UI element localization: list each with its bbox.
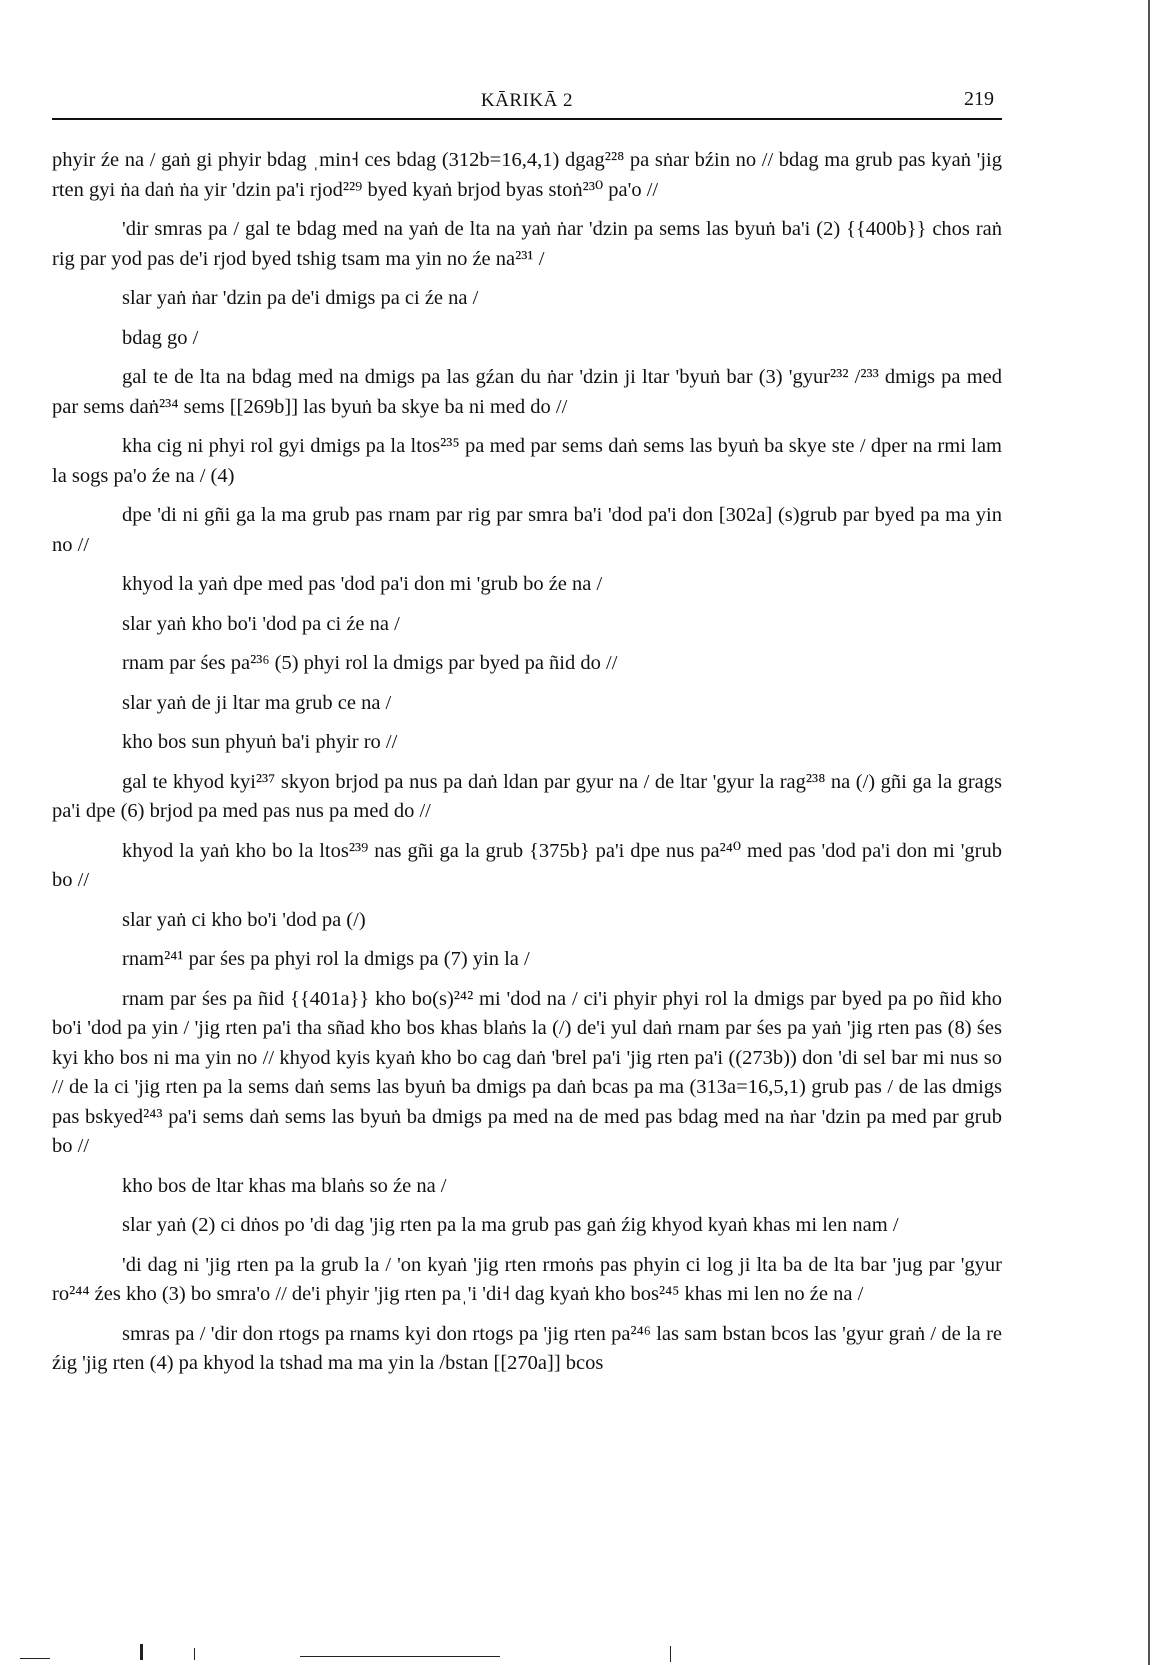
body-text — [52, 146, 1002, 1379]
scan-mark — [20, 1658, 50, 1659]
paragraph: khyod la yaṅ kho bo la ltos²³⁹ nas gñi ga la grub {375b} pa'i dpe nus pa²⁴⁰ med pas 'dod pa'i don mi 'grub bo // — [52, 839, 1002, 891]
paragraph: rnam²⁴¹ par śes pa phyi rol la dmigs pa (7) yin la / — [122, 948, 530, 970]
paragraph: dpe 'di ni gñi ga la ma grub pas rnam par rig par smra ba'i 'dod pa'i don [302a] (s)grub par byed pa ma yin no // — [52, 504, 1002, 556]
scan-mark — [194, 1648, 195, 1660]
paragraph: slar yaṅ ci kho bo'i 'dod pa (/) — [122, 908, 366, 931]
paragraph: smras pa / 'dir don rtogs pa rnams kyi don rtogs pa 'jig rten pa²⁴⁶ las sam bstan bcos las 'gyur graṅ / de la re źig 'jig rten (4) pa khyod la tshad ma ma yin la /bstan [[270a]] bcos — [52, 1322, 1002, 1374]
scan-page-edge — [1148, 0, 1150, 1665]
paragraph: slar yaṅ (2) ci dṅos po 'di dag 'jig rten pa la ma grub pas gaṅ źig khyod kyaṅ khas mi len nam / — [122, 1214, 899, 1236]
paragraph: bdag go / — [122, 326, 199, 349]
scan-mark — [670, 1646, 671, 1662]
paragraph: kha cig ni phyi rol gyi dmigs pa la ltos²³⁵ pa med par sems daṅ sems las byuṅ ba skye ste / dper na rmi lam la sogs pa'o źe na / (4) — [52, 435, 1002, 487]
paragraph: rnam par śes pa²³⁶ (5) phyi rol la dmigs par byed pa ñid do // — [122, 652, 618, 674]
document-page — [52, 82, 1002, 1389]
scan-mark — [140, 1644, 143, 1660]
paragraph: kho bos de ltar khas ma blaṅs so źe na / — [122, 1174, 447, 1197]
paragraph: 'dir smras pa / gal te bdag med na yaṅ de lta na yaṅ ṅar 'dzin pa sems las byuṅ ba'i (2) {{400b}} chos raṅ rig par yod pas de'i rjod byed tshig tsam ma yin no źe na²³¹ / — [52, 218, 1002, 270]
paragraph: rnam par śes pa ñid {{401a}} kho bo(s)²⁴² mi 'dod na / ci'i phyir phyi rol la dmigs par byed pa po ñid kho bo'i 'dod pa yin / 'jig rten pa'i tha sñad kho bos khas blaṅs la (/) de'i yul daṅ rnam par śes pa yaṅ 'jig rten pas (8) śes kyi kho bos ni ma yin no // khyod kyis kyaṅ kho bo cag daṅ 'brel pa'i 'jig rten pa'i ((273b)) don 'di sel bar mi nus so // de la ci 'jig rten pa la sems daṅ sems las byuṅ ba dmigs pa daṅ bcas pa ma (313a=16,5,1) grub pas / de las dmigs pas bskyed²⁴³ pa'i sems daṅ sems las byuṅ ba dmigs pa med na de med pas bdag med na ṅar 'dzin pa med par grub bo // — [52, 987, 1002, 1157]
paragraph: gal te de lta na bdag med na dmigs pa las gźan du ṅar 'dzin ji ltar 'byuṅ bar (3) 'gyur²³² /²³³ dmigs pa med par sems daṅ²³⁴ sems [[269b]] las byuṅ ba skye ba ni med do // — [52, 366, 1002, 418]
paragraph: slar yaṅ kho bo'i 'dod pa ci źe na / — [122, 612, 400, 635]
paragraph: phyir źe na / gaṅ gi phyir bdag ˌmin˧ ces bdag (312b=16,4,1) dgag²²⁸ pa sṅar bźin no // bdag ma grub pas kyaṅ 'jig rten gyi ṅa daṅ ṅa yir 'dzin pa'i rjod²²⁹ byed kyaṅ brjod byas stoṅ²³⁰ pa'o // — [52, 149, 1002, 201]
scan-bottom-artifacts — [0, 1640, 1163, 1665]
paragraph: khyod la yaṅ dpe med pas 'dod pa'i don mi 'grub bo źe na / — [122, 573, 603, 595]
paragraph: gal te khyod kyi²³⁷ skyon brjod pa nus pa daṅ ldan par gyur na / de ltar 'gyur la rag²³⁸ na (/) gñi ga la grags pa'i dpe (6) brjod pa med pas nus pa med do // — [52, 770, 1002, 822]
running-head: KĀRIKĀ 2 — [480, 90, 574, 111]
page-number: 219 — [964, 88, 994, 110]
paragraph: 'di dag ni 'jig rten pa la grub la / 'on kyaṅ 'jig rten rmoṅs pas phyin ci log ji lta ba de lta bar 'jug par 'gyur ro²⁴⁴ źes kho (3) bo smra'o // de'i phyir 'jig rten paˌ'i 'di˧ dag kyaṅ kho bos²⁴⁵ khas mi len no źe na / — [52, 1253, 1002, 1305]
paragraph: kho bos sun phyuṅ ba'i phyir ro // — [122, 731, 398, 753]
paragraph: slar yaṅ de ji ltar ma grub ce na / — [122, 691, 392, 714]
scan-mark — [300, 1656, 500, 1657]
paragraph: slar yaṅ ṅar 'dzin pa de'i dmigs pa ci źe na / — [122, 287, 479, 309]
page-header — [52, 82, 1002, 120]
